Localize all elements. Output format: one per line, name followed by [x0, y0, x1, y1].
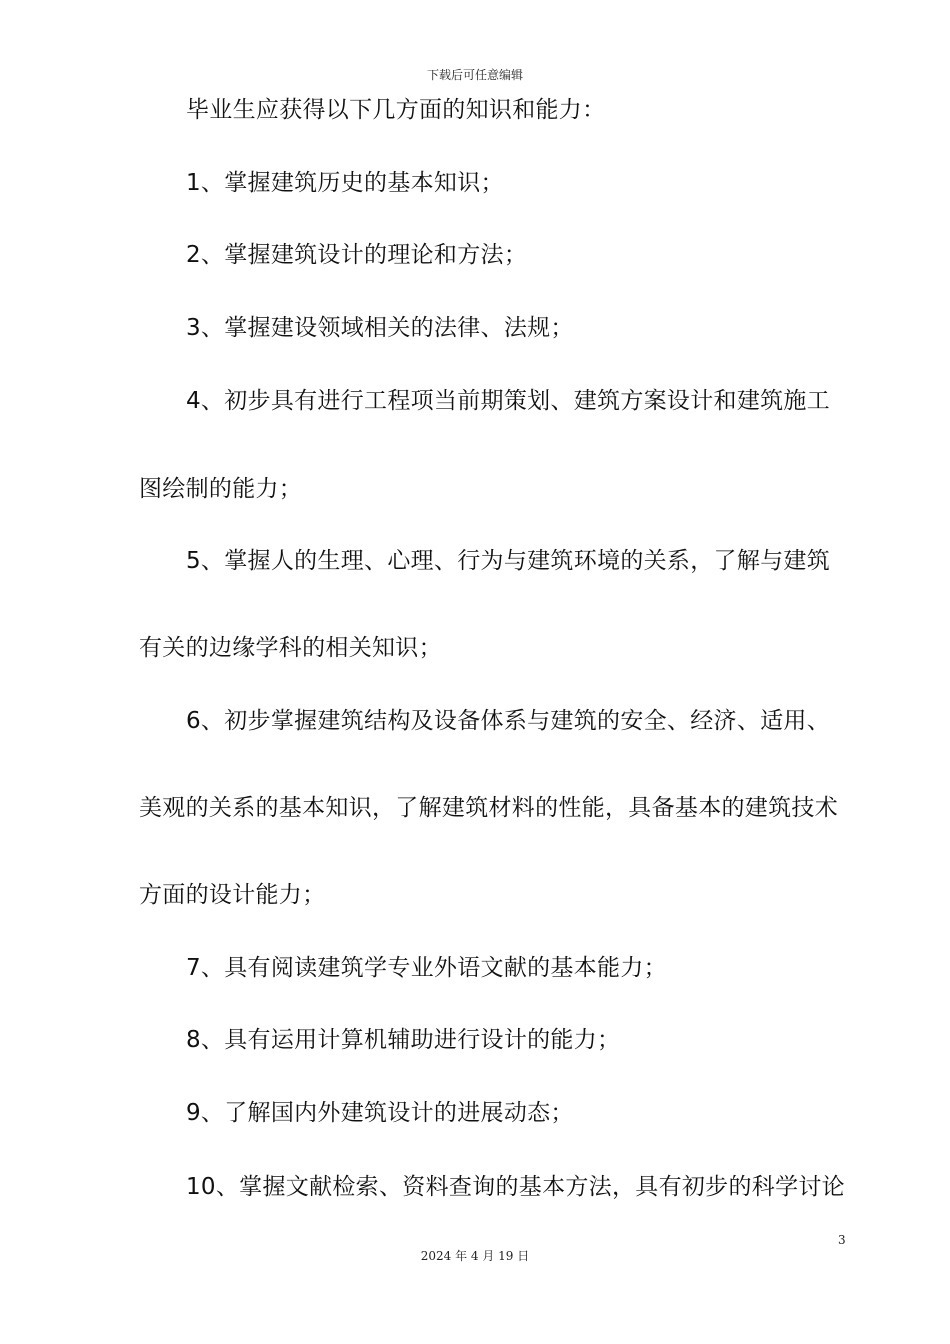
list-item-2: 2、掌握建筑设计的理论和方法；: [186, 242, 528, 268]
list-item-1: 1、掌握建筑历史的基本知识；: [186, 170, 504, 196]
list-item-9: 9、了解国内外建筑设计的进展动态；: [186, 1100, 574, 1126]
list-item-4-continued: 图绘制的能力；: [139, 476, 303, 502]
list-item-4: 4、初步具有进行工程项当前期策划、建筑方案设计和建筑施工: [186, 388, 831, 414]
list-item-7: 7、具有阅读建筑学专业外语文献的基本能力；: [186, 955, 667, 981]
list-item-5-continued: 有关的边缘学科的相关知识；: [139, 635, 442, 661]
list-item-6: 6、初步掌握建筑结构及设备体系与建筑的安全、经济、适用、: [186, 708, 831, 734]
footer-date: 2024 年 4 月 19 日: [420, 1249, 530, 1263]
list-item-10: 10、掌握文献检索、资料查询的基本方法，具有初步的科学讨论: [186, 1174, 845, 1200]
intro-line: 毕业生应获得以下几方面的知识和能力：: [186, 97, 606, 123]
list-item-8: 8、具有运用计算机辅助进行设计的能力；: [186, 1027, 621, 1053]
list-item-6-continued-2: 方面的设计能力；: [139, 882, 326, 908]
page-number: 3: [838, 1233, 846, 1247]
list-item-3: 3、掌握建设领域相关的法律、法规；: [186, 315, 574, 341]
list-item-5: 5、掌握人的生理、心理、行为与建筑环境的关系，了解与建筑: [186, 548, 831, 574]
header-note: 下载后可任意编辑: [426, 68, 523, 82]
list-item-6-continued-1: 美观的关系的基本知识，了解建筑材料的性能，具备基本的建筑技术: [139, 795, 838, 821]
